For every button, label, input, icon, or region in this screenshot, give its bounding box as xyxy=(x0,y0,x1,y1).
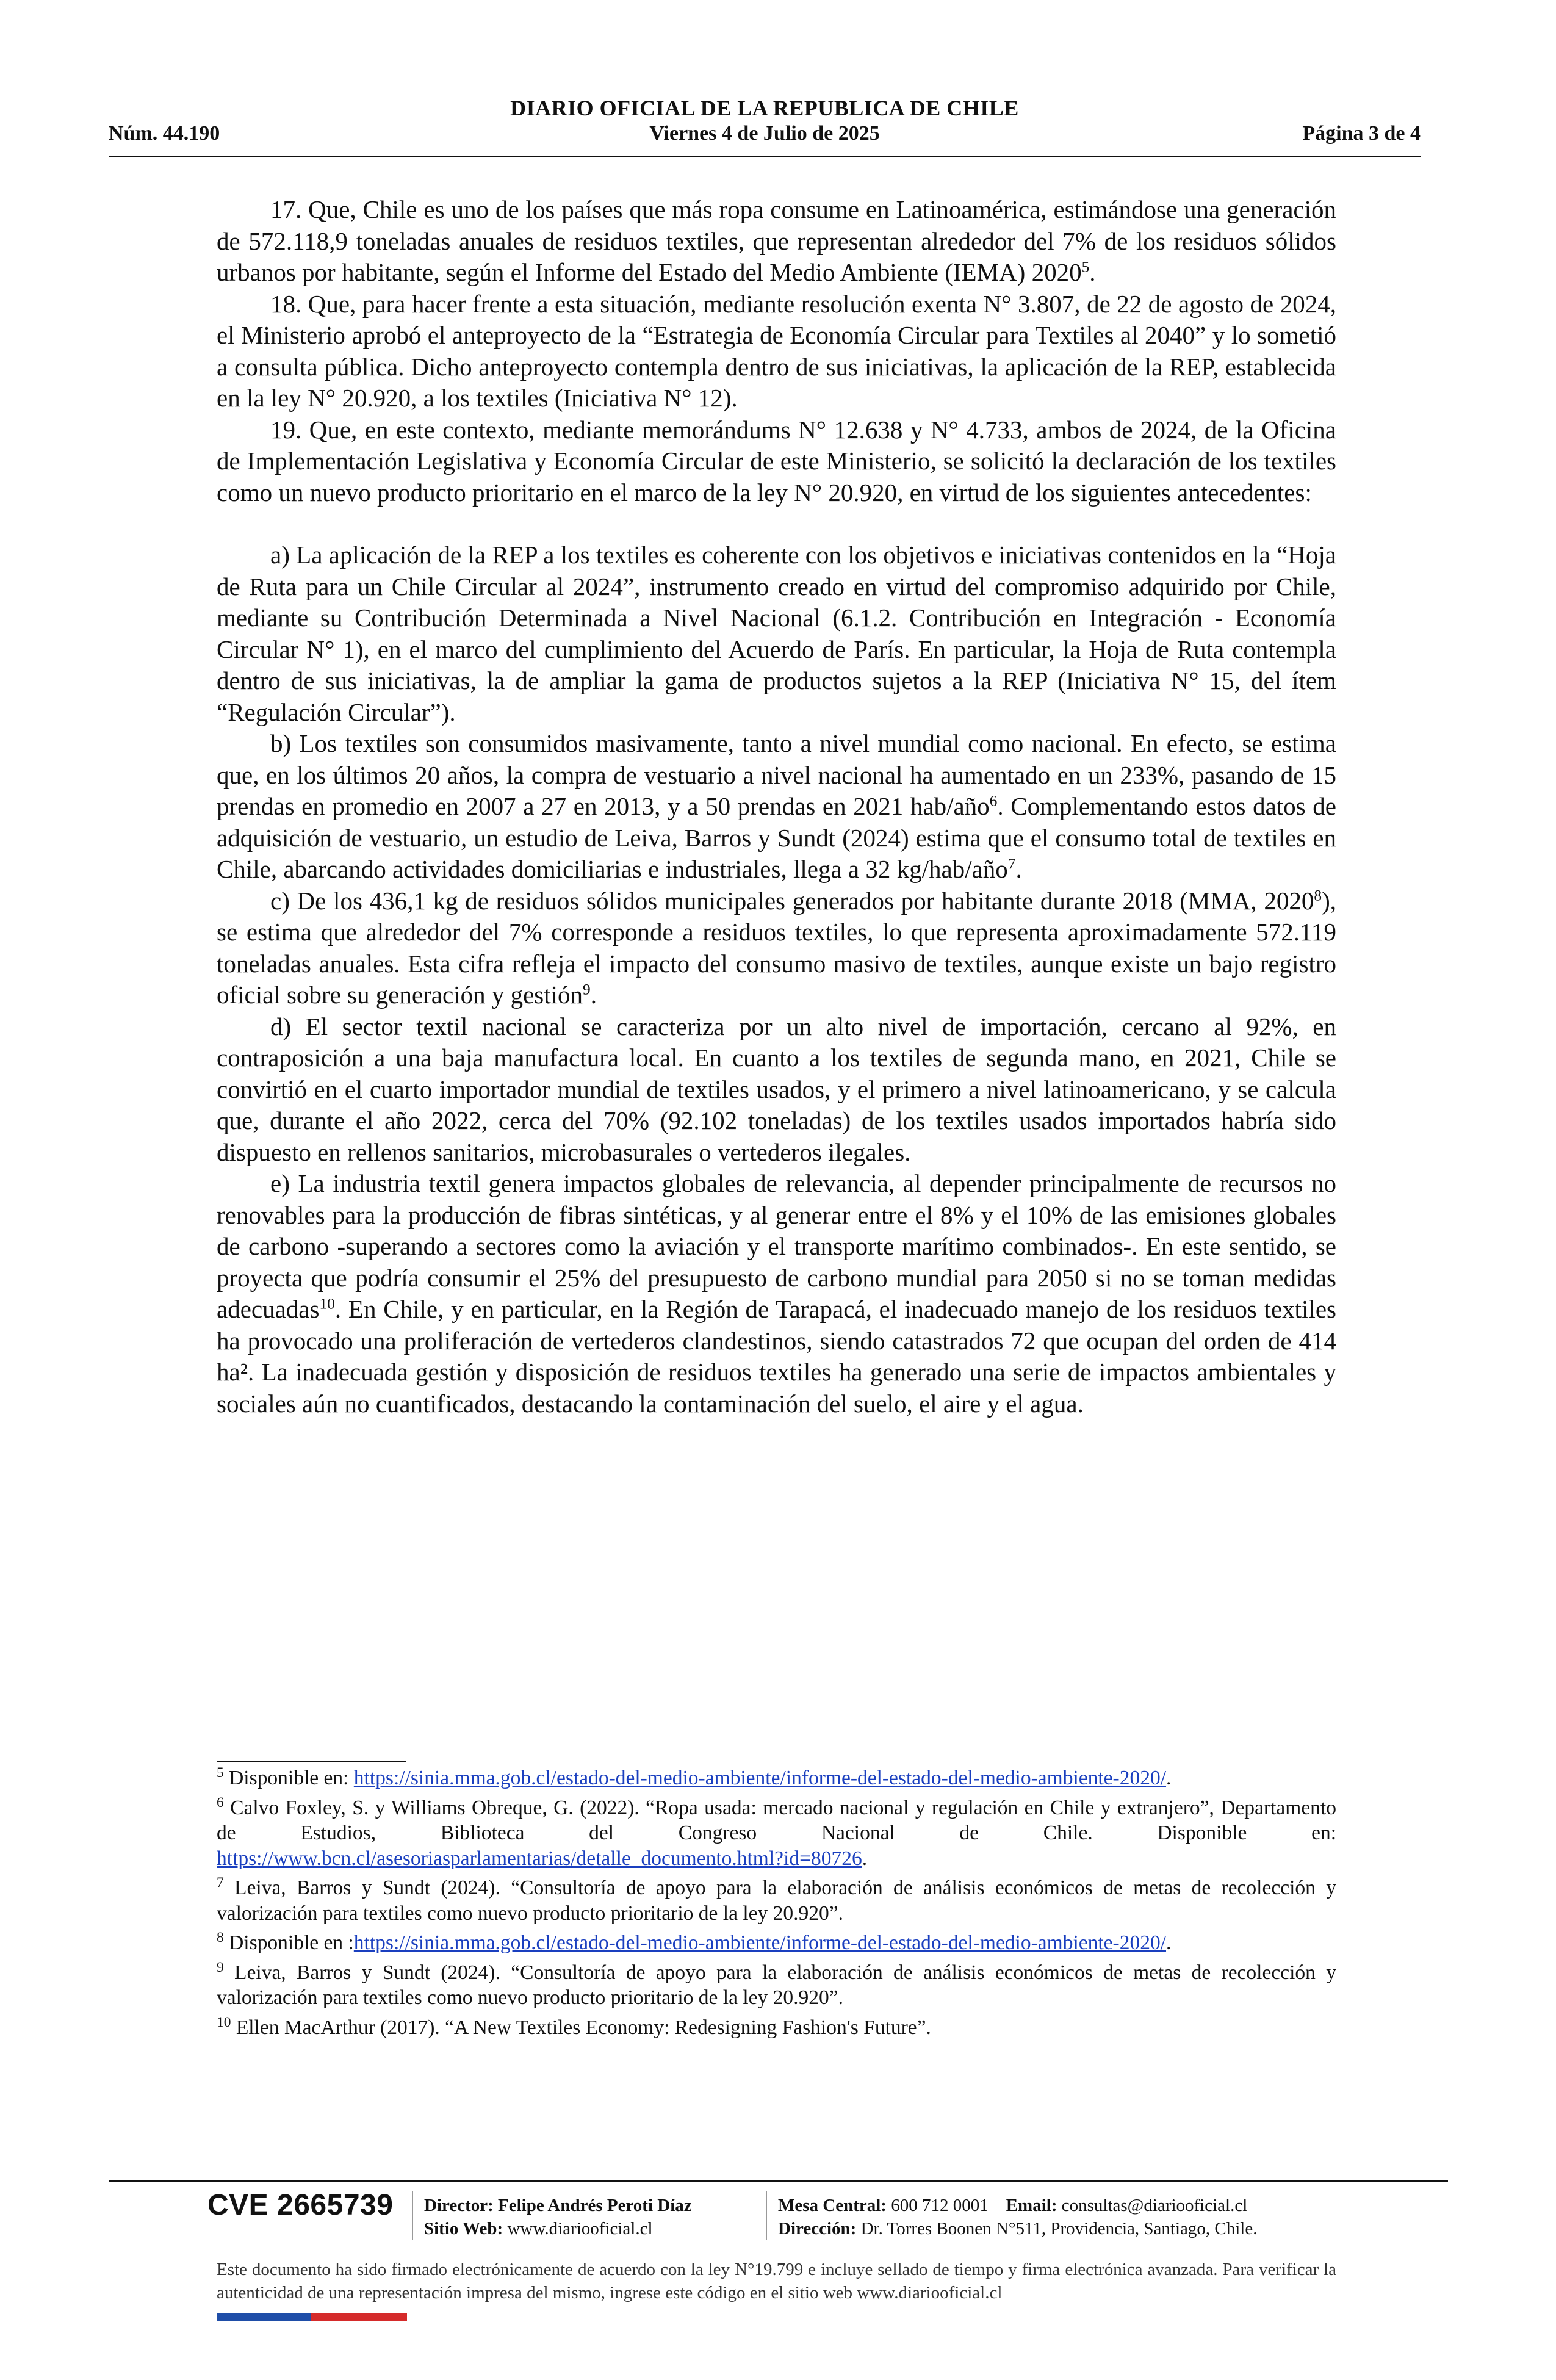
footnote-8-link[interactable]: https://sinia.mma.gob.cl/estado-del-medio-ambiente/informe-del-estado-del-medio-ambiente-2020/ xyxy=(353,1931,1167,1954)
footnote-5-link[interactable]: https://sinia.mma.gob.cl/estado-del-medio-ambiente/informe-del-estado-del-medio-ambiente-2020/ xyxy=(353,1767,1167,1789)
director-name: Felipe Andrés Peroti Díaz xyxy=(498,2196,692,2215)
paragraph-b: b) Los textiles son consumidos masivamente, tanto a nivel mundial como nacional. En efecto, se estima que, en los últimos 20 años, la compra de vestuario a nivel nacional ha aumentado en un 233%, pasando de 15 prendas en promedio en 2007 a 27 en 2013, y a 50 prendas en 2021 hab/año$^6$. Complementando estos datos de adquisición de vestuario, un estudio de Leiva, Barros y Sundt (2024) estima que el consumo total de textiles en Chile, abarcando actividades domiciliarias e industriales, llega a 32 kg/hab/año$^7$. xyxy=(217,729,1336,883)
publication-date: Viernes 4 de Julio de 2025 xyxy=(649,122,880,145)
footer-director-info: Director: Felipe Andrés Peroti Díaz Sitio Web: www.diariooficial.cl xyxy=(424,2196,692,2238)
footnote-ref-10: 10 xyxy=(319,1295,335,1313)
footer-separator xyxy=(766,2191,767,2240)
flag-red-segment xyxy=(311,2313,407,2321)
legal-notice: Este documento ha sido firmado electrónicamente de acuerdo con la ley N°19.799 e incluye sellado de tiempo y firma electrónica avanzada. Para verificar la autenticidad de una representación impresa del mismo, ingrese este código en el sitio web www.diariooficial.cl xyxy=(217,2260,1336,2302)
paragraph-e: e) La industria textil genera impactos globales de relevancia, al depender principalmente de recursos no renovables para la producción de fibras sintéticas, y al generar entre el 8% y el 10% de las emisiones globales de carbono -superando a sectores como la aviación y el transporte marítimo combinados-. En este sentido, se proyecta que podría consumir el 25% del presupuesto de carbono mundial para 2050 si no se toman medidas adecuadas$^{10}$. En Chile, y en particular, en la Región de Tarapacá, el inadecuado manejo de los residuos textiles ha provocado una proliferación de vertederos clandestinos, siendo catastrados 72 que ocupan del orden de 414 ha². La inadecuada gestión y disposición de residuos textiles ha generado una serie de impactos ambientales y sociales aún no cuantificados, destacando la contaminación del suelo, el aire y el agua. xyxy=(217,1169,1336,1418)
email-link[interactable]: consultas@diariooficial.cl xyxy=(1061,2196,1248,2215)
footnote-5: $^5$ Disponible en: https://sinia.mma.gob.cl/estado-del-medio-ambiente/informe-del-estado-del-medio-ambiente-2020/. xyxy=(217,1764,1172,1789)
footnote-8: $^8$ Disponible en :https://sinia.mma.gob.cl/estado-del-medio-ambiente/informe-del-estado-del-medio-ambiente-2020/. xyxy=(217,1929,1172,1954)
phone-number: 600 712 0001 xyxy=(891,2196,989,2215)
footnotes xyxy=(217,1765,1336,2044)
footnote-divider xyxy=(217,1761,406,1762)
paragraph-17: 17. Que, Chile es uno de los países que más ropa consume en Latinoamérica, estimándose una generación de 572.118,9 toneladas anuales de residuos textiles, que representan alrededor del 7% de los residuos sólidos urbanos por habitante, según el Informe del Estado del Medio Ambiente (IEMA) 2020$^5$. xyxy=(217,195,1336,286)
footnote-ref-7: 7 xyxy=(1007,855,1016,873)
footnote-9: $^9$ Leiva, Barros y Sundt (2024). “Consultoría de apoyo para la elaboración de análisis económicos de metas de recolección y valorización para textiles como nuevo producto prioritario de la ley 20.920”. xyxy=(217,1959,1336,2009)
flag-blue-segment xyxy=(217,2313,311,2321)
footnote-10: $^{10}$ Ellen MacArthur (2017). “A New Textiles Economy: Redesigning Fashion's Future”. xyxy=(217,2014,931,2039)
paragraph-a: a) La aplicación de la REP a los textiles es coherente con los objetivos e iniciativas contenidos en la “Hoja de Ruta para un Chile Circular al 2024”, instrumento creado en virtud del compromiso adquirido por Chile, mediante su Contribución Determinada a Nivel Nacional (6.1.2. Contribución en Integración - Economía Circular N° 1), en el marco del cumplimiento del Acuerdo de París. En particular, la Hoja de Ruta contempla dentro de sus iniciativas, la de ampliar la gama de productos sujetos a la REP (Iniciativa N° 15, del ítem “Regulación Circular”). xyxy=(217,541,1336,726)
footnote-6: $^6$ Calvo Foxley, S. y Williams Obreque, G. (2022). “Ropa usada: mercado nacional y regulación en Chile y extranjero”, Departamento de Estudios, Biblioteca del Congreso Nacional de Chile. Disponible en: https://www.bcn.cl/asesoriasparlamentarias/detalle_documento.html?id=80726. xyxy=(217,1794,1336,1870)
footer-divider xyxy=(109,2180,1448,2182)
footer-contact-info: Mesa Central: 600 712 0001 Email: consultas@diariooficial.cl Dirección: Dr. Torres Boonen N°511, Providencia, Santiago, Chile. xyxy=(778,2196,1258,2238)
document-body xyxy=(217,194,1336,1419)
footnote-7: $^7$ Leiva, Barros y Sundt (2024). “Consultoría de apoyo para la elaboración de análisis económicos de metas de recolección y valorización para textiles como nuevo producto prioritario de la ley 20.920”. xyxy=(217,1874,1336,1925)
cve-code: CVE 2665739 xyxy=(207,2189,394,2221)
paragraph-19: 19. Que, en este contexto, mediante memorándums N° 12.638 y N° 4.733, ambos de 2024, de la Oficina de Implementación Legislativa y Economía Circular de este Ministerio, se solicitó la declaración de los textiles como un nuevo producto prioritario en el marco de la ley N° 20.920, en virtud de los siguientes antecedentes: xyxy=(217,415,1336,507)
page-indicator: Página 3 de 4 xyxy=(1302,122,1421,145)
paragraph-c: c) De los 436,1 kg de residuos sólidos municipales generados por habitante durante 2018 (MMA, 2020$^8$), se estima que alrededor del 7% corresponde a residuos textiles, lo que representa aproximadamente 572.119 toneladas anuales. Esta cifra refleja el impacto del consumo masivo de textiles, aunque existe un bajo registro oficial sobre su generación y gestión$^9$. xyxy=(217,886,1336,1009)
publication-title: DIARIO OFICIAL DE LA REPUBLICA DE CHILE xyxy=(510,96,1019,120)
website-link[interactable]: www.diariooficial.cl xyxy=(507,2219,653,2238)
footer-separator xyxy=(412,2191,413,2240)
issue-number: Núm. 44.190 xyxy=(109,122,220,145)
footnote-ref-8: 8 xyxy=(1314,886,1322,904)
footnote-ref-9: 9 xyxy=(583,981,591,998)
page-header xyxy=(109,92,1421,157)
flag-stripe xyxy=(217,2313,407,2321)
paragraph-18: 18. Que, para hacer frente a esta situación, mediante resolución exenta N° 3.807, de 22 de agosto de 2024, el Ministerio aprobó el anteproyecto de la “Estrategia de Economía Circular para Textiles al 2040” y lo sometió a consulta pública. Dicho anteproyecto contempla dentro de sus iniciativas, la aplicación de la REP, establecida en la ley N° 20.920, a los textiles (Iniciativa N° 12). xyxy=(217,289,1336,412)
footnote-ref-6: 6 xyxy=(989,792,998,810)
address: Dr. Torres Boonen N°511, Providencia, Santiago, Chile. xyxy=(860,2219,1258,2238)
paragraph-d: d) El sector textil nacional se caracteriza por un alto nivel de importación, cercano al 92%, en contraposición a una baja manufactura local. En cuanto a los textiles de segunda mano, en 2021, Chile se convirtió en el cuarto importador mundial de textiles usados, y el primero a nivel latinoamericano, y se calcula que, durante el año 2022, cerca del 70% (92.102 toneladas) de los textiles usados importados habría sido dispuesto en rellenos sanitarios, microbasurales o vertederos ilegales. xyxy=(217,1012,1336,1166)
footnote-ref-5: 5 xyxy=(1081,258,1090,276)
footnote-6-link[interactable]: https://www.bcn.cl/asesoriasparlamentarias/detalle_documento.html?id=80726 xyxy=(217,1847,862,1870)
